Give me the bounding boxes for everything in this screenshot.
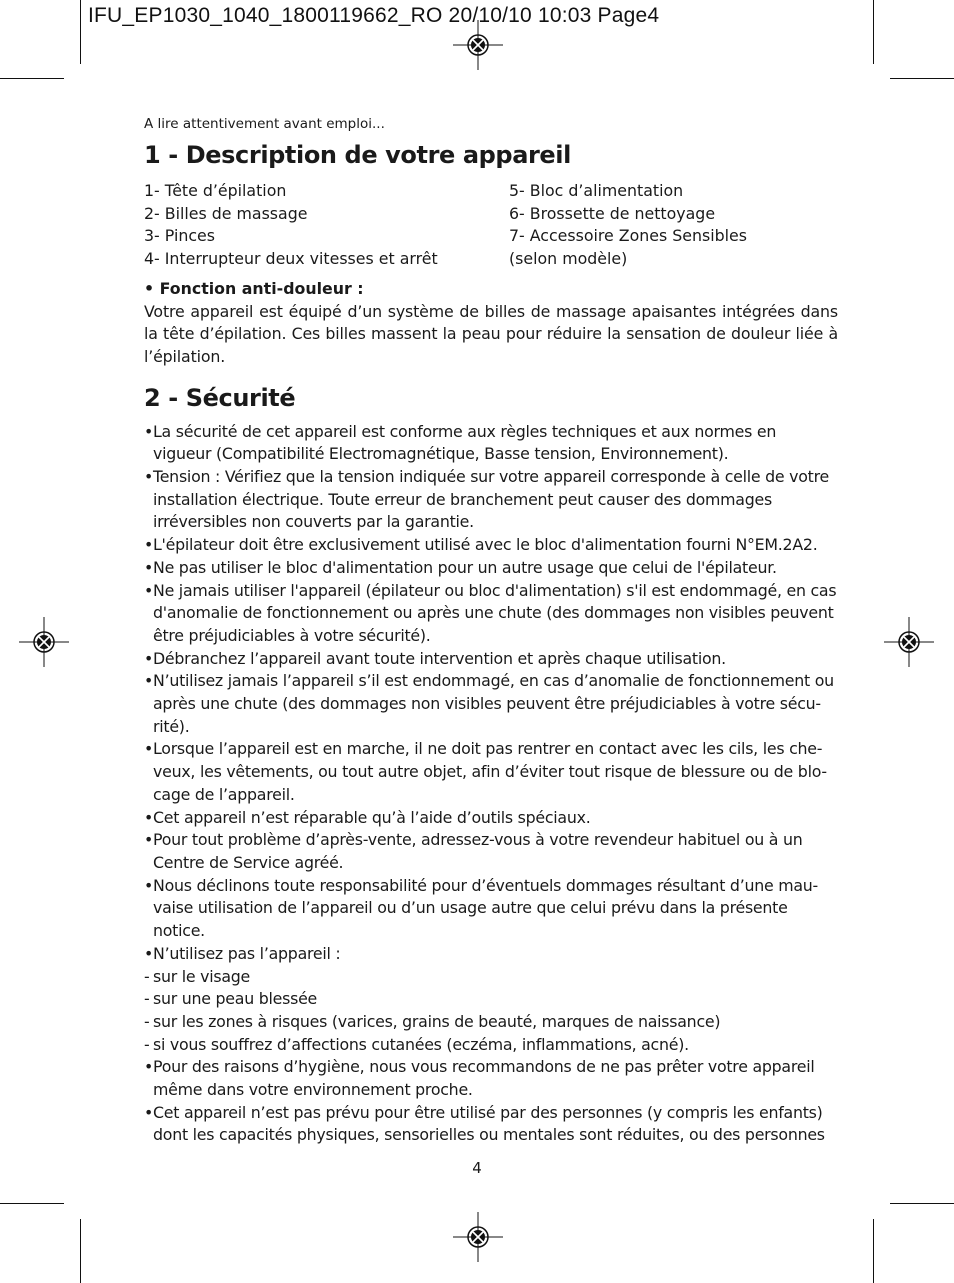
registration-mark-icon: [453, 1212, 503, 1262]
part-item: 6- Brossette de nettoyage: [509, 203, 716, 223]
feature-title: • Fonction anti-douleur :: [144, 278, 364, 298]
list-item: • Pour tout problème d’après-vente, adressez-vous à votre revendeur habituel ou à un Centre de Service agréé.: [144, 830, 803, 872]
page-number: 4: [472, 1159, 482, 1177]
list-item: • Tension : Vérifiez que la tension indiquée sur votre appareil corresponde à celle de votre installation électrique. Toute erreur de branchement peut causer des dommages irréversibles non couverts par la garantie.: [144, 467, 829, 532]
list-item: • Débranchez l’appareil avant toute intervention et après chaque utilisation.: [144, 648, 726, 668]
crop-mark: [0, 78, 64, 79]
crop-mark: [873, 1219, 874, 1283]
list-item: • N’utilisez pas l’appareil :: [144, 943, 341, 963]
part-item: 1- Tête d’épilation: [144, 181, 287, 200]
list-item: • Ne pas utiliser le bloc d'alimentation pour un autre usage que celui de l'épilateur.: [144, 557, 777, 577]
list-item: • Lorsque l’appareil est en marche, il ne doit pas rentrer en contact avec les cils, les che-veux, les vêtements, ou tout autre objet, afin d’éviter tout risque de blessure ou de blo-cage de l’appareil.: [144, 739, 827, 804]
print-slug: IFU_EP1030_1040_1800119662_RO 20/10/10 10:03 Page4: [88, 4, 660, 27]
section-1-title: 1 - Description de votre appareil: [144, 141, 571, 169]
list-item: - si vous souffrez d’affections cutanées (eczéma, inflammations, acné).: [144, 1034, 689, 1054]
list-item: • L'épilateur doit être exclusivement utilisé avec le bloc d'alimentation fourni N°EM.2A2.: [144, 535, 818, 555]
feature-description: Votre appareil est équipé d’un système de billes de massage apaisantes intégrées dans la tête d’épilation. Ces billes massent la peau pour réduire la sensation de douleur liée à l’épilation.: [144, 301, 838, 366]
part-item: (selon modèle): [509, 249, 628, 269]
crop-mark: [0, 1203, 64, 1204]
crop-mark: [80, 1219, 81, 1283]
part-item: 2- Billes de massage: [144, 203, 308, 223]
list-item: - sur le visage: [144, 966, 251, 986]
registration-mark-icon: [19, 617, 69, 667]
list-item: - sur les zones à risques (varices, grains de beauté, marques de naissance): [144, 1011, 721, 1031]
part-item: 3- Pinces: [144, 226, 215, 246]
part-item: 7- Accessoire Zones Sensibles: [509, 226, 748, 246]
list-item: • Cet appareil n’est réparable qu’à l’aide d’outils spéciaux.: [144, 807, 591, 827]
list-item: • N’utilisez jamais l’appareil s’il est endommagé, en cas d’anomalie de fonctionnement ou après une chute (des dommages non visibles peuvent être préjudiciables à votre sécu-rité).: [144, 671, 834, 736]
part-item: 4- Interrupteur deux vitesses et arrêt: [144, 249, 438, 269]
section-2-title: 2 - Sécurité: [144, 383, 296, 412]
crop-mark: [890, 1203, 954, 1204]
parts-list-right: [509, 180, 838, 271]
safety-list: [144, 421, 838, 1148]
list-item: • Pour des raisons d’hygiène, nous vous recommandons de ne pas prêter votre appareil même dans votre environnement proche.: [144, 1057, 815, 1100]
parts-list-left: [144, 180, 509, 271]
list-item: • Cet appareil n’est pas prévu pour être utilisé par des personnes (y compris les enfants) dont les capacités physiques, sensorielles ou mentales sont réduites, ou des personnes: [144, 1102, 825, 1145]
parts-list: [144, 180, 838, 271]
list-item: • Ne jamais utiliser l'appareil (épilateur ou bloc d'alimentation) s'il est endommagé, en cas d'anomalie de fonctionnement ou après une chute (des dommages non visibles peuvent être préjudiciables à votre sécurité).: [144, 580, 837, 645]
page-content: [144, 114, 838, 1147]
list-item: - sur une peau blessée: [144, 989, 318, 1009]
crop-mark: [890, 78, 954, 79]
list-item: • Nous déclinons toute responsabilité pour d’éventuels dommages résultant d’une mau-vaise utilisation de l’appareil ou d’un usage autre que celui prévu dans la présente notice.: [144, 875, 819, 941]
preface-note: A lire attentivement avant emploi...: [144, 116, 385, 132]
registration-mark-icon: [453, 20, 503, 70]
list-item: • La sécurité de cet appareil est conforme aux règles techniques et aux normes en vigueur (Compatibilité Electromagnétique, Basse tension, Environnement).: [144, 421, 777, 464]
registration-mark-icon: [884, 617, 934, 667]
crop-mark: [80, 0, 81, 64]
part-item: 5- Bloc d’alimentation: [509, 181, 684, 200]
crop-mark: [873, 0, 874, 64]
